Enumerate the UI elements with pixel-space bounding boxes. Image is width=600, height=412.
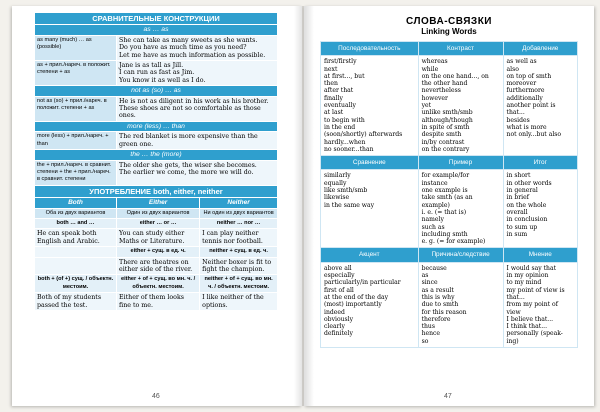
comparative-table [34,12,278,311]
example: The older she gets, the wiser she becomes. The earlier we come, the more we will do. [117,160,278,185]
pattern: neither + of + сущ. во мн. ч. / объектн. местоим. [200,275,278,293]
word-list: above all especially particularly/in particular first of all at the end of the day (most) importantly indeed obviously clearly definitely [321,262,419,347]
example: The red blanket is more expensive than the green one. [117,132,278,150]
column-header: Итог [503,156,577,170]
pattern: both + (of +) сущ. / объектн. местоим. [35,275,117,293]
pattern: both … and … [35,218,117,228]
pattern: neither + сущ. в ед. ч. [200,247,278,257]
book-gutter [294,6,314,406]
left-page [12,6,302,406]
meaning: Ни один из двух вариантов [200,208,278,218]
word-list: for example/for instance one example is take smth (as an example) i. e. (= that is) namely such as including smth e. g. (= for example) [418,170,503,248]
comparatives-title: СРАВНИТЕЛЬНЫЕ КОНСТРУКЦИИ [35,13,278,25]
book-spread [8,6,596,408]
column-header: Мнение [503,248,577,262]
rule-label: more (less) + прил./нареч. + than [35,132,117,150]
word-list: in short in other words in general in brief on the whole overall in conclusion to sum up in sum [503,170,577,248]
pattern: either … or … [117,218,200,228]
example: She can take as many sweets as she wants. Do you have as much time as you need? Let me have as much information as possible. [117,35,278,60]
empty-cell [35,247,117,257]
example: I can play neither tennis nor football. [200,229,278,247]
word-list: because as since as a result this is why due to smth for this reason therefore thus hence so [418,262,503,347]
page-number: 47 [444,393,452,400]
right-page [304,6,594,406]
example: I like neither of the options. [200,293,278,311]
pattern: either + of + сущ. во мн. ч. / объектн. местоим. [117,275,200,293]
linking-words-title [304,16,594,36]
as-as-header: as … as [35,25,278,35]
word-list: whereas while on the one hand..., on the other hand nevertheless however yet unlike smth/smb although/though in spite of smth despite smth in/by contrast on the contrary [418,56,503,156]
col-both: Both [35,198,117,208]
meaning: Один из двух вариантов [117,208,200,218]
column-header: Акцент [321,248,419,262]
example: Either of them looks fine to me. [117,293,200,311]
example: He is not as diligent in his work as his brother. These shoes are not so comfortable as those ones. [117,96,278,121]
word-list: first/firstly next at first..., but then after that finally eventually at last to begin with in the end (soon/shortly) afterwards hardly...when no sooner...than [321,56,419,156]
column-header: Причина/следствие [418,248,503,262]
meaning: Оба из двух вариантов [35,208,117,218]
example: There are theatres on either side of the river. [117,257,200,275]
empty-cell [35,257,117,275]
usage-title: УПОТРЕБЛЕНИЕ both, either, neither [35,185,278,197]
page-number: 46 [152,393,160,400]
the-the-header: the … the (more) [35,150,278,160]
not-as-header: not as (so) … as [35,86,278,96]
pattern: neither … nor … [200,218,278,228]
rule-label: the + прил./нареч. в сравнит. степени + the + прил./нареч. в сравнит. степени [35,160,117,185]
example: Both of my students passed the test. [35,293,117,311]
word-list: as well as also on top of smth moreover furthermore additionally another point is that... besides what is more not only...but also [503,56,577,156]
title-ru: СЛОВА-СВЯЗКИ [406,16,492,27]
rule-label: as many (much) … as (possible) [35,35,117,60]
col-either: Either [117,198,200,208]
word-list: I would say that in my opinion to my mind my point of view is that... from my point of view I believe that... I think that... personally (speak- ing) [503,262,577,347]
column-header: Контраст [418,42,503,56]
example: Jane is as tall as Jill. I can run as fast as Jim. You know it as well as I do. [117,61,278,86]
more-than-header: more (less) … than [35,121,278,131]
rule-label: as + прил./нареч. в положит. степени + as [35,61,117,86]
pattern: either + сущ. в ед. ч. [117,247,200,257]
title-en: Linking Words [421,27,477,36]
example: Neither boxer is fit to fight the champion. [200,257,278,275]
col-neither: Neither [200,198,278,208]
example: You can study either Maths or Literature. [117,229,200,247]
column-header: Последовательность [321,42,419,56]
example: He can speak both English and Arabic. [35,229,117,247]
linking-words-table [320,41,578,348]
column-header: Пример [418,156,503,170]
word-list: similarly equally like smth/smb likewise in the same way [321,170,419,248]
rule-label: not as (so) + прил./нареч. в положит. степени + as [35,96,117,121]
column-header: Сравнение [321,156,419,170]
column-header: Добавление [503,42,577,56]
